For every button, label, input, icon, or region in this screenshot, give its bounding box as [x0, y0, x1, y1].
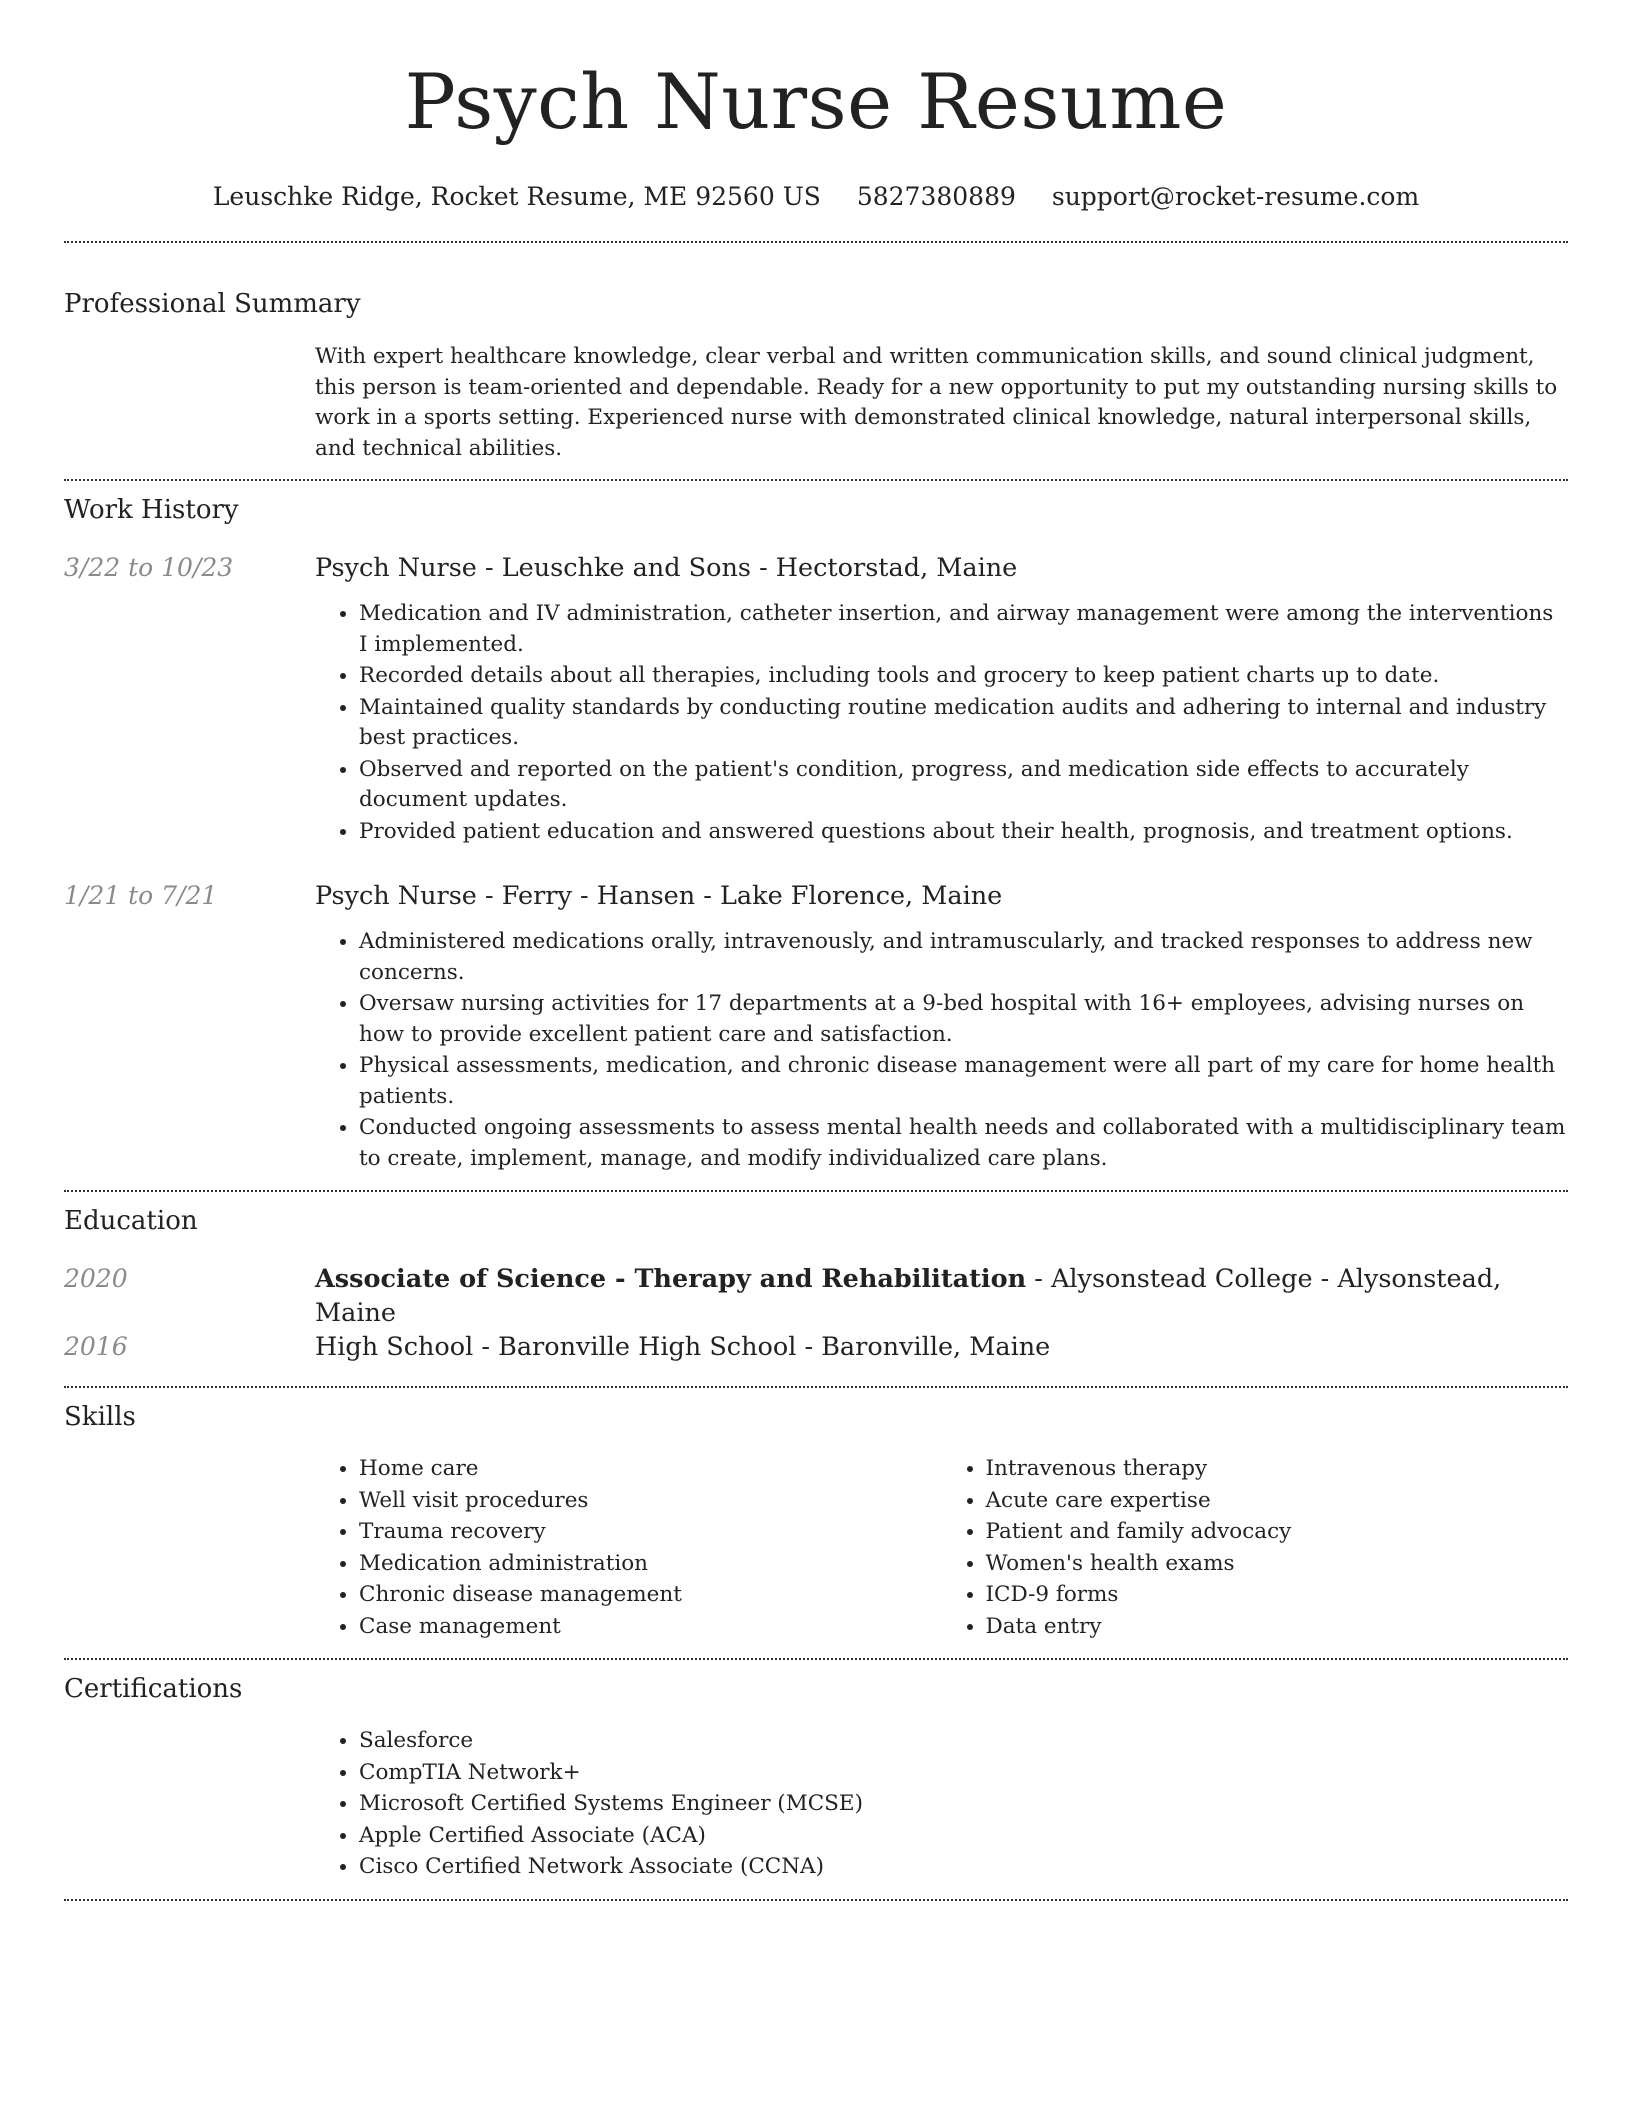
- contact-address: Leuschke Ridge, Rocket Resume, ME 92560 US: [212, 182, 821, 211]
- contact-line: [64, 180, 1568, 214]
- list-item: • Observed and reported on the patient's condition, progress, and medication side effects to accurately document updates.: [359, 755, 1568, 816]
- list-item: • Home care: [359, 1454, 942, 1485]
- divider: [64, 1190, 1568, 1192]
- skills-list-left: [315, 1454, 942, 1642]
- education-title: [315, 1262, 1568, 1330]
- job-dates: 1/21 to 7/21: [64, 881, 218, 910]
- list-item: • Intravenous therapy: [986, 1454, 1569, 1485]
- education-degree: High School: [315, 1332, 474, 1362]
- list-item: • Administered medications orally, intravenously, and intramuscularly, and tracked responses to address new concerns.: [359, 927, 1568, 988]
- education-degree: Associate of Science - Therapy and Rehabilitation: [315, 1264, 1027, 1294]
- list-item: • Physical assessments, medication, and chronic disease management were all part of my care for home health patients.: [359, 1051, 1568, 1112]
- list-item: • Trauma recovery: [359, 1517, 942, 1548]
- list-item: • Chronic disease management: [359, 1580, 942, 1611]
- section-title-skills: Skills: [64, 1402, 136, 1432]
- section-title-work: Work History: [64, 495, 239, 525]
- list-item: • Recorded details about all therapies, including tools and grocery to keep patient charts up to date.: [359, 661, 1568, 692]
- section-skills: [64, 1400, 1568, 1642]
- list-item: • Oversaw nursing activities for 17 departments at a 9-bed hospital with 16+ employees, advising nurses on how to provide excellent patient care and satisfaction.: [359, 989, 1568, 1050]
- job-title: Psych Nurse - Ferry - Hansen - Lake Florence, Maine: [315, 881, 1003, 911]
- list-item: • Women's health exams: [986, 1549, 1569, 1580]
- job-bullets: [315, 599, 1568, 847]
- list-item: • Patient and family advocacy: [986, 1517, 1569, 1548]
- list-item: • Data entry: [986, 1612, 1569, 1643]
- contact-phone: 5827380889: [856, 182, 1016, 211]
- skills-list-right: [942, 1454, 1569, 1642]
- section-title-certifications: Certifications: [64, 1674, 243, 1704]
- divider: [64, 1899, 1568, 1901]
- education-entry: [64, 1330, 1568, 1370]
- resume-name: Psych Nurse Resume: [404, 57, 1228, 146]
- education-entry: [64, 1262, 1568, 1328]
- list-item: • Salesforce: [359, 1726, 1568, 1757]
- list-item: • Provided patient education and answered questions about their health, prognosis, and treatment options.: [359, 817, 1568, 848]
- list-item: • Well visit procedures: [359, 1486, 942, 1517]
- list-item: • Conducted ongoing assessments to assess mental health needs and collaborated with a multidisciplinary team to create, implement, manage, and modify individualized care plans.: [359, 1113, 1568, 1174]
- list-item: • Medication administration: [359, 1549, 942, 1580]
- list-item: • ICD-9 forms: [986, 1580, 1569, 1611]
- job-dates: 3/22 to 10/23: [64, 553, 234, 582]
- resume-page: [64, 0, 1568, 1901]
- education-school: - Alysonstead College - Alysonstead, Maine: [315, 1264, 1502, 1328]
- section-certifications: [64, 1672, 1568, 1883]
- education-year: 2020: [64, 1264, 128, 1293]
- divider: [64, 1658, 1568, 1660]
- job-entry: [64, 551, 1568, 847]
- list-item: • Apple Certified Associate (ACA): [359, 1821, 1568, 1852]
- list-item: • Cisco Certified Network Associate (CCNA): [359, 1852, 1568, 1883]
- section-work-history: [64, 493, 1568, 1174]
- education-school: - Baronville High School - Baronville, Maine: [473, 1332, 1051, 1362]
- contact-email: support@rocket-resume.com: [1051, 182, 1420, 211]
- summary-text: With expert healthcare knowledge, clear verbal and written communication skills, and sound clinical judgment, this person is team-oriented and dependable. Ready for a new opportunity to put my outstanding nursing skills to work in a sports setting. Experienced nurse with demonstrated clinical knowledge, natural interpersonal skills, and technical abilities.: [315, 344, 1558, 461]
- job-bullets: [315, 927, 1568, 1174]
- list-item: • Case management: [359, 1612, 942, 1643]
- education-title: [315, 1330, 1568, 1364]
- divider: [64, 241, 1568, 243]
- education-year: 2016: [64, 1332, 128, 1361]
- section-summary: [64, 287, 1568, 464]
- list-item: • Microsoft Certified Systems Engineer (MCSE): [359, 1789, 1568, 1820]
- job-entry: [64, 879, 1568, 1174]
- list-item: • Acute care expertise: [986, 1486, 1569, 1517]
- job-title: Psych Nurse - Leuschke and Sons - Hectorstad, Maine: [315, 553, 1018, 583]
- divider: [64, 479, 1568, 481]
- divider: [64, 1386, 1568, 1388]
- certifications-list: [315, 1726, 1568, 1883]
- list-item: • Medication and IV administration, catheter insertion, and airway management were among the interventions I implemented.: [359, 599, 1568, 660]
- section-title-summary: Professional Summary: [64, 289, 361, 319]
- section-education: [64, 1204, 1568, 1370]
- list-item: • Maintained quality standards by conducting routine medication audits and adhering to internal and industry best practices.: [359, 693, 1568, 754]
- list-item: • CompTIA Network+: [359, 1758, 1568, 1789]
- section-title-education: Education: [64, 1206, 198, 1236]
